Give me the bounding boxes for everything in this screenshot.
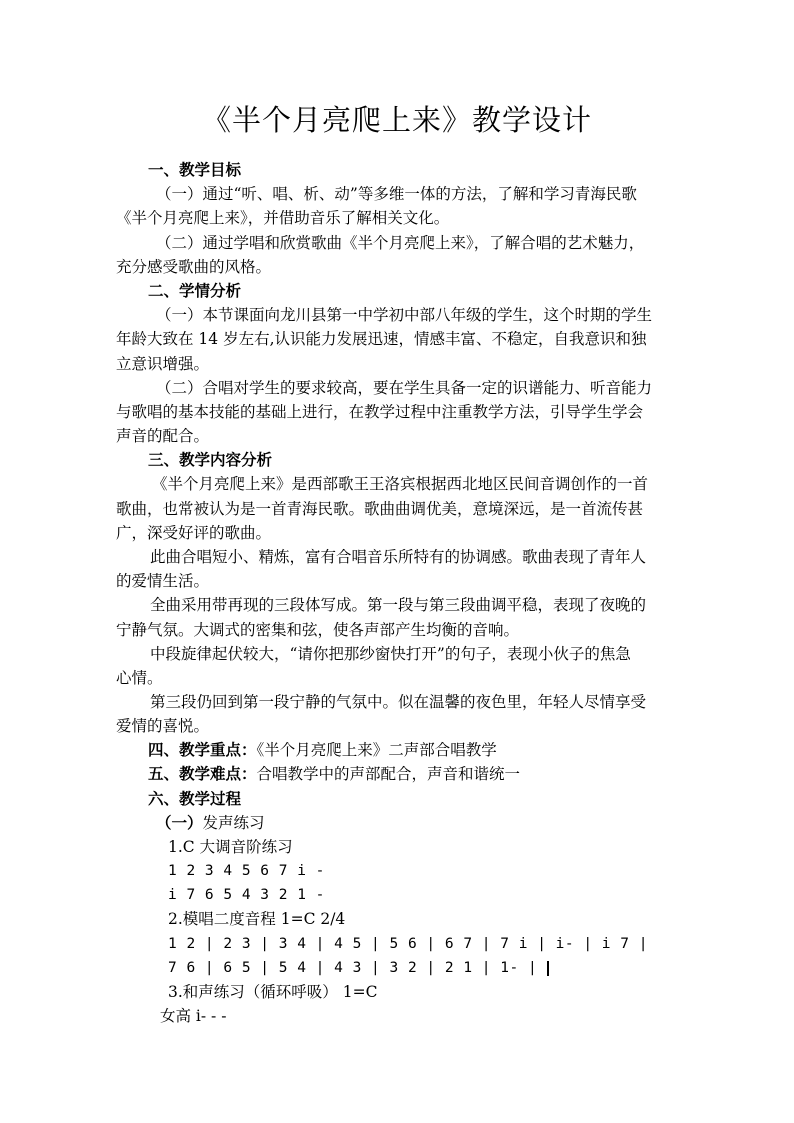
paragraph-line: 全曲采用带再现的三段体写成。第一段与第三段曲调平稳，表现了夜晚的 <box>150 596 647 614</box>
key-point-line <box>148 740 497 760</box>
paragraph-line: （一）本节课面向龙川县第一中学初中部八年级的学生，这个时期的学生 <box>156 306 653 324</box>
paragraph-line: 宁静气氛。大调式的密集和弦，使各声部产生均衡的音响。 <box>116 621 520 639</box>
paragraph-line: （一）通过“听、唱、析、动”等多维一体的方法，了解和学习青海民歌 <box>156 185 637 203</box>
notation-line: 1 2 3 4 5 6 7 i - <box>168 863 325 879</box>
paragraph-line: 声音的配合。 <box>116 427 210 445</box>
paragraph-line: 《半个月亮爬上来》，并借助音乐了解相关文化。 <box>116 209 450 227</box>
notation-line: 女高 i- - - <box>160 1007 227 1025</box>
exercise-title: 2.模唱二度音程 1=C 2/4 <box>168 910 346 928</box>
section-heading-objectives: 一、教学目标 <box>148 160 242 179</box>
notation-line: 1 2 | 2 3 | 3 4 | 4 5 | 5 6 | 6 7 | 7 i | i- | i 7 | <box>168 936 648 952</box>
paragraph-line: 《半个月亮爬上来》是西部歌王王洛宾根据西北地区民间音调创作的一首 <box>152 475 649 493</box>
paragraph-line: 年龄大致在 14 岁左右,认识能力发展迅速，情感丰富、不稳定，自我意识和独 <box>116 330 647 348</box>
exercise-title: 3.和声练习（循环呼吸） 1=C <box>168 983 378 1001</box>
subsection-vocal-practice <box>156 813 265 833</box>
difficulty-label: 五、教学难点： <box>148 764 257 783</box>
paragraph-line: 中段旋律起伏较大，“请你把那纱窗快打开”的句子，表现小伙子的焦急 <box>150 645 631 663</box>
section-heading-content: 三、教学内容分析 <box>148 450 273 469</box>
notation-line: i 7 6 5 4 3 2 1 - <box>168 887 325 903</box>
paragraph-line: 此曲合唱短小、精炼，富有合唱音乐所特有的协调感。歌曲表现了青年人 <box>150 548 647 566</box>
section-heading-students: 二、学情分析 <box>148 281 242 300</box>
paragraph-line: 与歌唱的基本技能的基础上进行，在教学过程中注重教学方法，引导学生学会 <box>116 403 644 421</box>
paragraph-line: 立意识增强。 <box>116 355 210 373</box>
notation-text: 7 6 | 6 5 | 5 4 | 4 3 | 3 2 | 2 1 | 1- | <box>168 960 538 976</box>
paragraph-line: （二）通过学唱和欣赏歌曲《半个月亮爬上来》，了解合唱的艺术魅力， <box>156 234 645 252</box>
paragraph-line: 心情。 <box>116 669 163 687</box>
difficulty-text: 合唱教学中的声部配合，声音和谐统一 <box>256 765 521 783</box>
subsection-number: （一） <box>156 813 203 832</box>
document-title: 《半个月亮爬上来》教学设计 <box>201 103 592 137</box>
paragraph-line: 广，深受好评的歌曲。 <box>116 524 272 542</box>
exercise-title: 1.C 大调音阶练习 <box>168 838 293 856</box>
key-point-label: 四、教学重点： <box>148 740 257 759</box>
paragraph-line: 的爱情生活。 <box>116 572 210 590</box>
paragraph-line: 充分感受歌曲的风格。 <box>116 258 272 276</box>
section-heading-process: 六、教学过程 <box>148 789 242 808</box>
paragraph-line: 爱情的喜悦。 <box>116 717 210 735</box>
paragraph-line: 歌曲，也常被认为是一首青海民歌。歌曲曲调优美，意境深远，是一首流传甚 <box>116 500 644 518</box>
paragraph-line: 第三段仍回到第一段宁静的气氛中。似在温馨的夜色里，年轻人尽情享受 <box>150 693 647 711</box>
final-barline <box>547 961 549 976</box>
key-point-text: 《半个月亮爬上来》二声部合唱教学 <box>256 741 497 759</box>
paragraph-line: （二）合唱对学生的要求较高，要在学生具备一定的识谱能力、听音能力 <box>156 379 653 397</box>
subsection-title: 发声练习 <box>202 814 265 832</box>
difficulty-line <box>148 764 520 784</box>
notation-line <box>168 958 549 978</box>
